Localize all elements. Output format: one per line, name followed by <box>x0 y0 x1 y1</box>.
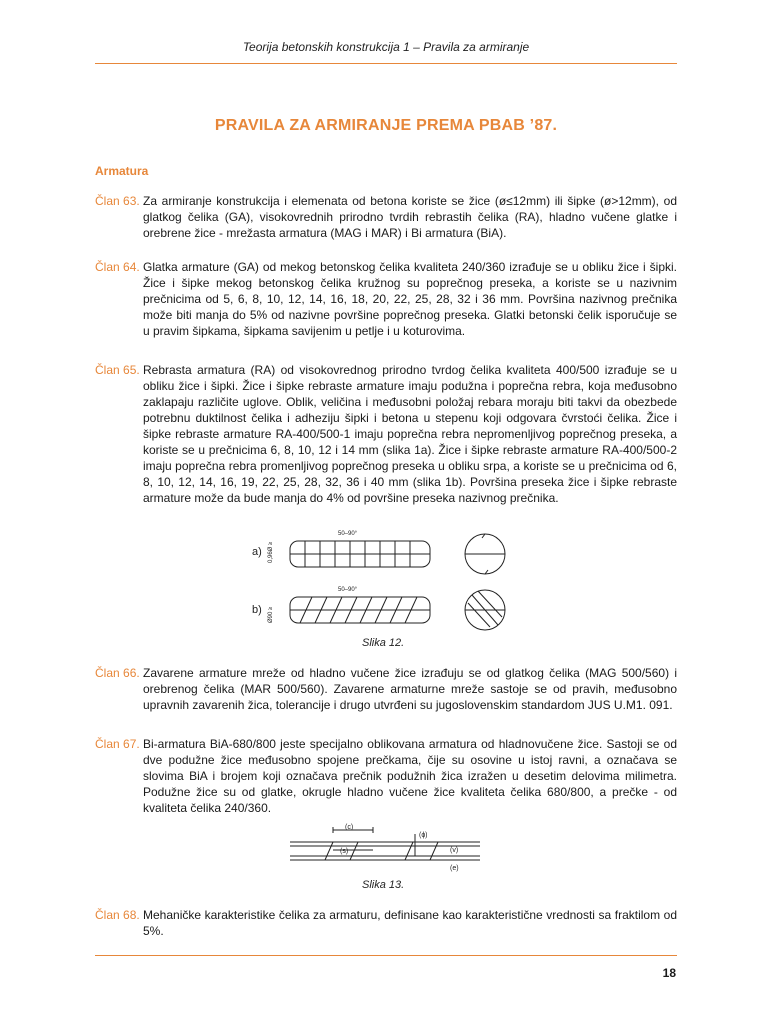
article-65 <box>95 362 677 506</box>
figure-13-bi-armature-drawing <box>285 820 485 875</box>
article-66 <box>95 665 677 713</box>
article-label: Član 68. <box>95 908 140 922</box>
article-label: Član 67. <box>95 737 140 751</box>
article-68 <box>95 907 677 939</box>
fig12-dim-b: Ø90 ≥ <box>268 606 274 623</box>
fig13-dim-s: (s) <box>340 848 349 855</box>
fig12-angle-a: 50–90° <box>338 531 358 537</box>
figure-12-caption: Slika 12. <box>362 637 405 649</box>
article-text: Mehaničke karakteristike čelika za armaturu, definisane kao karakteristične vrednosti sa fraktilom od 5%. <box>143 908 677 938</box>
article-text: Glatka armature (GA) od mekog betonskog čelika kvaliteta 240/360 izrađuje se u obliku žice i šipki. Žice i šipke mekog betonskog čelika kružnog su poprečnog preseka, a koriste se u nazivnim prečnicima od 5, 6, 8, 10, 12, 14, 16, 18, 20, 22, 25, 28, 32 i 36 mm. Površina nazivnog prečnika može biti manja do 5% od nazivne površine poprečnog preseka. Glatki betonski čelik isporučuje se u pravim šipkama, šipkama savijenim u petlje i u koturovima. <box>143 260 677 338</box>
page-title: PRAVILA ZA ARMIRANJE PREMA PBAB ’87. <box>214 117 558 134</box>
fig12-angle-b: 50–90° <box>338 587 358 593</box>
article-64 <box>95 259 677 339</box>
article-text: Bi-armatura BiA-680/800 jeste specijalno oblikovana armatura od hladnovučene žice. Sastoji se od dve podužne žice međusobno spojene prečkama, čije su osovine u istoj ravni, a označava se slovima BiA i brojem koji označava prečnik podužnih žica izražen u desetim delovima milimetra. Podužne žice su od glatke, okrugle hladno vučene žice kvaliteta čelika 680/800, a prečke - od kvaliteta čelika 240/360. <box>143 737 677 815</box>
article-text: Zavarene armature mreže od hladno vučene žice izrađuju se od glatkog čelika (MAG 500/560) i orebrenog čelika (MAR 500/560). Zavarene armaturne mreže sastoje se od pravih, međusobno upravnih zavarenih žica, tolerancije i drugo utvrđeni su jugoslovenskim standardom JUS U.M1. 091. <box>143 666 677 712</box>
figure-13-caption: Slika 13. <box>362 879 405 891</box>
article-label: Član 66. <box>95 666 140 680</box>
footer-rule <box>95 955 677 956</box>
article-label: Član 65. <box>95 363 140 377</box>
page-number: 18 <box>662 966 676 980</box>
article-label: Član 64. <box>95 260 140 274</box>
running-header: Teorija betonskih konstrukcija 1 – Pravila za armiranje <box>242 40 530 54</box>
article-text: Za armiranje konstrukcija i elemenata od betona koriste se žice (ø≤12mm) ili šipke (ø>12mm), od glatkog čelika (GA), visokovrednih prirodno tvrdih rebrastih čelika (RA), hladno vučene glatke i orebrene žice - mrežasta armatura (MAG i MAR) i Bi armatura (BiA). <box>143 194 677 240</box>
fig12-label-b: b) <box>252 604 262 616</box>
section-heading: Armatura <box>95 164 149 178</box>
fig13-dim-v: (v) <box>450 847 459 854</box>
fig12-label-a: a) <box>252 546 262 558</box>
fig13-dim-c: (c) <box>345 824 354 831</box>
fig12-dim-a: 0,96Ø ≥ <box>268 541 274 563</box>
article-67 <box>95 736 677 816</box>
article-63 <box>95 193 677 241</box>
fig13-dim-e: (e) <box>450 865 459 872</box>
article-text: Rebrasta armatura (RA) od visokovrednog prirodno tvrdog čelika kvaliteta 400/500 izrađuje se u obliku žice i šipki. Žice i šipke rebraste armature imaju podužna i poprečna rebra, koja međusobno zaklapaju različite uglove. Oblik, veličina i međusobni položaj rebara moraju biti takvi da obezbede potrebnu duktilnost čelika i adheziju šipki i betona u stepenu koji odgovara čvrstoći čelika. Žice i šipke rebraste armature RA-400/500-1 imaju poprečna rebra nepromenljivog poprečnog preseka, a koriste se u prečnicima 6, 8, 10, 12 i 14 mm (slika 1a). Žice i šipke rebraste armature RA-400/500-2 imaju poprečna rebra promenljivog poprečnog preseka u obliku srpa, a koriste se u prečnicima od 6, 8, 10, 12, 14, 16, 19, 22, 25, 28, 32, 36 i 40 mm (slika 1b). Površina preseka žice i šipke rebraste armature može da bude manja do 4% od površine preseka nazivnog prečnika. <box>143 363 677 505</box>
figure-12-rebar-drawing <box>250 525 530 635</box>
fig13-dim-phi: (ɸ) <box>419 832 428 839</box>
header-rule <box>95 63 677 64</box>
article-label: Član 63. <box>95 194 140 208</box>
